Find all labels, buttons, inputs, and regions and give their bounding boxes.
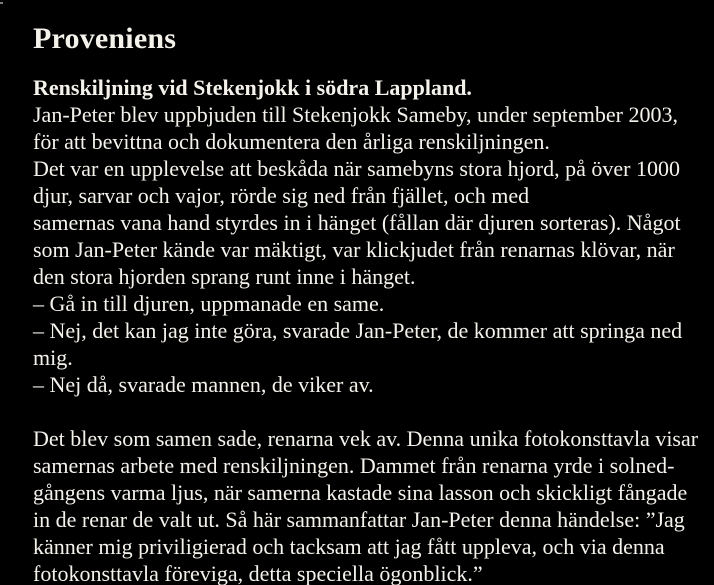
text-line-dialogue: – Nej då, svarade mannen, de viker av. bbox=[33, 372, 374, 397]
paragraph-provenance-story bbox=[33, 101, 696, 398]
text-line-dialogue: – Nej, det kan jag inte göra, svarade Jan-Peter, de kommer att springa ned bbox=[33, 318, 683, 343]
text-line: känner mig priviligierad och tacksam att jag fått uppleva, och via denna bbox=[33, 534, 665, 559]
text-line: den stora hjorden sprang runt inne i hänget. bbox=[33, 264, 416, 289]
text-line: för att bevittna och dokumentera den årliga renskiljningen. bbox=[33, 129, 550, 154]
paragraph-artist-quote bbox=[33, 425, 699, 585]
text-line-dialogue: mig. bbox=[33, 345, 73, 370]
text-line: samernas arbete med renskiljningen. Dammet från renarna yrde i solned- bbox=[33, 453, 675, 478]
text-line: in de renar de valt ut. Så här sammanfattar Jan-Peter denna händelse: ”Jag bbox=[33, 507, 685, 532]
text-line: Det var en upplevelse att beskåda när samebyns stora hjord, på över 1000 bbox=[33, 156, 680, 181]
text-line: djur, sarvar och vajor, rörde sig ned från fjället, och med bbox=[33, 183, 530, 208]
text-line: som Jan-Peter kände var mäktigt, var klickjudet från renarnas klövar, när bbox=[33, 237, 675, 262]
text-line: Det blev som samen sade, renarna vek av. Denna unika fotokonsttavla visar bbox=[33, 426, 699, 451]
text-line: samernas vana hand styrdes in i hänget (fållan där djuren sorteras). Något bbox=[33, 210, 681, 235]
text-line-dialogue: – Gå in till djuren, uppmanade en same. bbox=[33, 291, 385, 316]
page-title: Proveniens bbox=[33, 22, 177, 55]
text-line: fotokonsttavla föreviga, detta speciella ögonblick.” bbox=[33, 561, 483, 585]
text-line: gångens varma ljus, när samerna kastade sina lasson och skickligt fångade bbox=[33, 480, 688, 505]
scan-artifact-dot bbox=[0, 2, 3, 4]
text-line: Jan-Peter blev uppbjuden till Stekenjokk Sameby, under september 2003, bbox=[33, 102, 678, 127]
section-heading: Renskiljning vid Stekenjokk i södra Lappland. bbox=[33, 75, 472, 100]
